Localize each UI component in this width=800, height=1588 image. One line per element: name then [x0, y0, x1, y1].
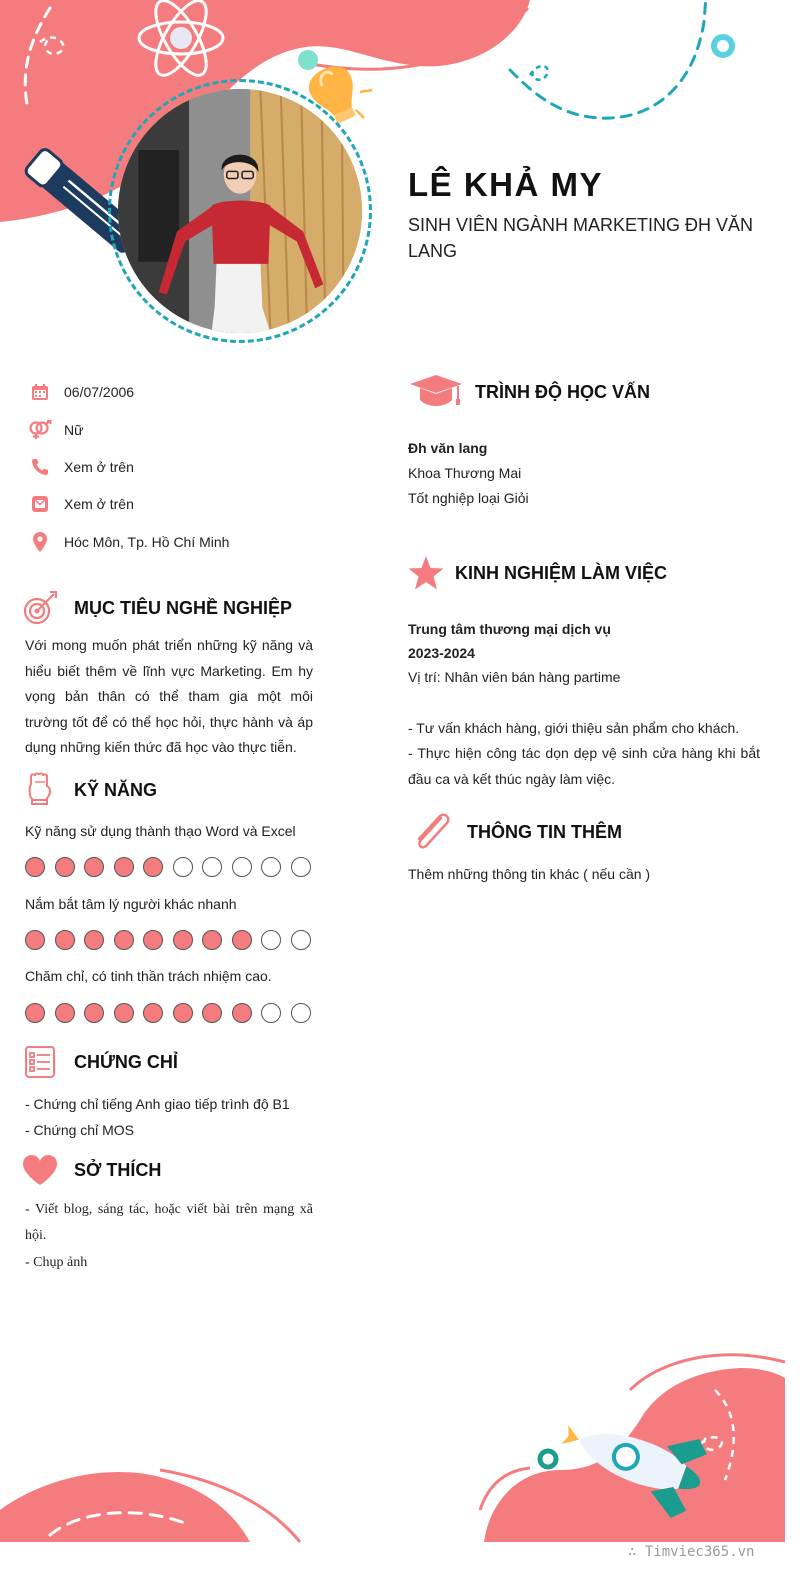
hobby-item: - Chụp ảnh — [25, 1255, 88, 1270]
rating-dot-empty — [261, 857, 281, 877]
skill-name: Nắm bắt tâm lý người khác nhanh — [25, 896, 237, 912]
contact-value: Hóc Môn, Tp. Hồ Chí Minh — [64, 534, 230, 550]
rating-dot-filled — [232, 1003, 252, 1023]
section-title: CHỨNG CHỈ — [74, 1051, 178, 1072]
experience-detail: - Thực hiện công tác dọn dẹp vệ sinh cửa hàng khi bắt đầu ca và kết thúc ngày làm việc. — [408, 745, 760, 787]
rating-dot-filled — [55, 930, 75, 950]
rating-dot-filled — [173, 930, 193, 950]
contact-value: Nữ — [64, 422, 84, 438]
heart-icon — [20, 1150, 60, 1190]
contact-address — [28, 530, 229, 554]
experience-role: Vị trí: Nhân viên bán hàng partime — [408, 669, 621, 685]
certificates-heading — [20, 1042, 178, 1082]
mint-dot — [298, 50, 318, 70]
checklist-icon — [20, 1042, 60, 1082]
rating-dot-filled — [84, 930, 104, 950]
skill-rating — [25, 1003, 311, 1023]
contact-birthday — [28, 380, 134, 404]
objective-heading — [20, 588, 292, 628]
rating-dot-filled — [202, 1003, 222, 1023]
rating-dot-filled — [114, 930, 134, 950]
education-heading — [408, 372, 650, 412]
hobbies-heading — [20, 1150, 161, 1190]
rating-dot-filled — [143, 1003, 163, 1023]
rating-dot-filled — [25, 857, 45, 877]
paperclip-icon — [410, 812, 456, 852]
watermark: ∴ Timviec365.vn — [628, 1544, 755, 1560]
teal-ring-bottom — [540, 1451, 556, 1467]
phone-icon — [28, 456, 52, 478]
contact-value: 06/07/2006 — [64, 384, 135, 400]
experience-company: Trung tâm thương mại dịch vụ — [408, 621, 611, 637]
candidate-position: SINH VIÊN NGÀNH MARKETING ĐH VĂN LANG — [408, 215, 754, 261]
section-title: KỸ NĂNG — [74, 779, 158, 800]
rating-dot-empty — [261, 1003, 281, 1023]
rating-dot-filled — [143, 930, 163, 950]
email-icon — [28, 493, 52, 515]
objective-text: Với mong muốn phát triển những kỹ năng và hiểu biết thêm về lĩnh vực Marketing. Em hy vọng bản thân có thể tham gia một môi trường tốt để có thể học hỏi, thực hành và áp dụng những kiến thức đã học vào thực tiễn. — [25, 637, 313, 756]
skill-name: Kỹ năng sử dụng thành thạo Word và Excel — [25, 823, 296, 839]
education-major: Khoa Thương Mai — [408, 465, 522, 481]
profile-photo — [118, 89, 362, 333]
contact-email — [28, 492, 134, 516]
section-title: TRÌNH ĐỘ HỌC VẤN — [475, 381, 650, 402]
certificate-item: - Chứng chỉ MOS — [25, 1122, 134, 1138]
experience-period: 2023-2024 — [408, 645, 475, 661]
dashed-swirl-right — [510, 0, 706, 118]
education-school: Đh văn lang — [408, 440, 488, 456]
teal-ring — [714, 37, 732, 55]
bulb-ray — [356, 90, 372, 118]
rating-dot-filled — [143, 857, 163, 877]
experience-detail: - Tư vấn khách hàng, giới thiệu sản phẩm cho khách. — [408, 720, 740, 736]
profile-photo-illustration — [118, 89, 362, 333]
graduation-cap-icon — [408, 372, 464, 412]
rating-dot-filled — [173, 1003, 193, 1023]
location-pin-icon — [28, 531, 52, 553]
rating-dot-filled — [84, 857, 104, 877]
rating-dot-filled — [232, 930, 252, 950]
additional-text: Thêm những thông tin khác ( nếu cần ) — [408, 866, 651, 882]
skill-name: Chăm chỉ, có tinh thần trách nhiệm cao. — [25, 968, 272, 984]
section-title: THÔNG TIN THÊM — [467, 821, 622, 842]
rating-dot-filled — [25, 930, 45, 950]
rating-dot-filled — [55, 1003, 75, 1023]
gender-icon — [28, 419, 52, 441]
rating-dot-filled — [55, 857, 75, 877]
education-result: Tốt nghiệp loại Giỏi — [408, 490, 529, 506]
calendar-icon — [28, 381, 52, 403]
rating-dot-filled — [114, 1003, 134, 1023]
rating-dot-empty — [173, 857, 193, 877]
certificate-item: - Chứng chỉ tiếng Anh giao tiếp trình độ B1 — [25, 1096, 290, 1112]
candidate-name: LÊ KHẢ MY — [408, 166, 603, 203]
target-icon — [20, 588, 60, 628]
skills-heading — [20, 770, 157, 810]
rating-dot-filled — [114, 857, 134, 877]
experience-heading — [406, 553, 667, 593]
rating-dot-empty — [291, 930, 311, 950]
rating-dot-empty — [232, 857, 252, 877]
profile-photo-frame — [108, 79, 372, 343]
rating-dot-empty — [261, 930, 281, 950]
contact-value: Xem ở trên — [64, 496, 134, 512]
additional-heading — [410, 812, 622, 852]
rating-dot-empty — [291, 1003, 311, 1023]
section-title: SỞ THÍCH — [74, 1159, 162, 1180]
skill-rating — [25, 857, 311, 877]
rating-dot-filled — [202, 930, 222, 950]
dashed-loop-right — [530, 66, 548, 80]
section-title: KINH NGHIỆM LÀM VIỆC — [455, 562, 668, 583]
rating-dot-filled — [84, 1003, 104, 1023]
fist-icon — [20, 770, 60, 810]
rating-dot-empty — [202, 857, 222, 877]
contact-gender — [28, 418, 83, 442]
contact-phone — [28, 455, 134, 479]
section-title: MỤC TIÊU NGHỀ NGHIỆP — [74, 597, 293, 618]
skill-rating — [25, 930, 311, 950]
contact-value: Xem ở trên — [64, 459, 134, 475]
rating-dot-empty — [291, 857, 311, 877]
hobby-item: - Viết blog, sáng tác, hoặc viết bài trên mạng xã hội. — [25, 1202, 313, 1243]
star-icon — [406, 553, 446, 593]
rating-dot-filled — [25, 1003, 45, 1023]
